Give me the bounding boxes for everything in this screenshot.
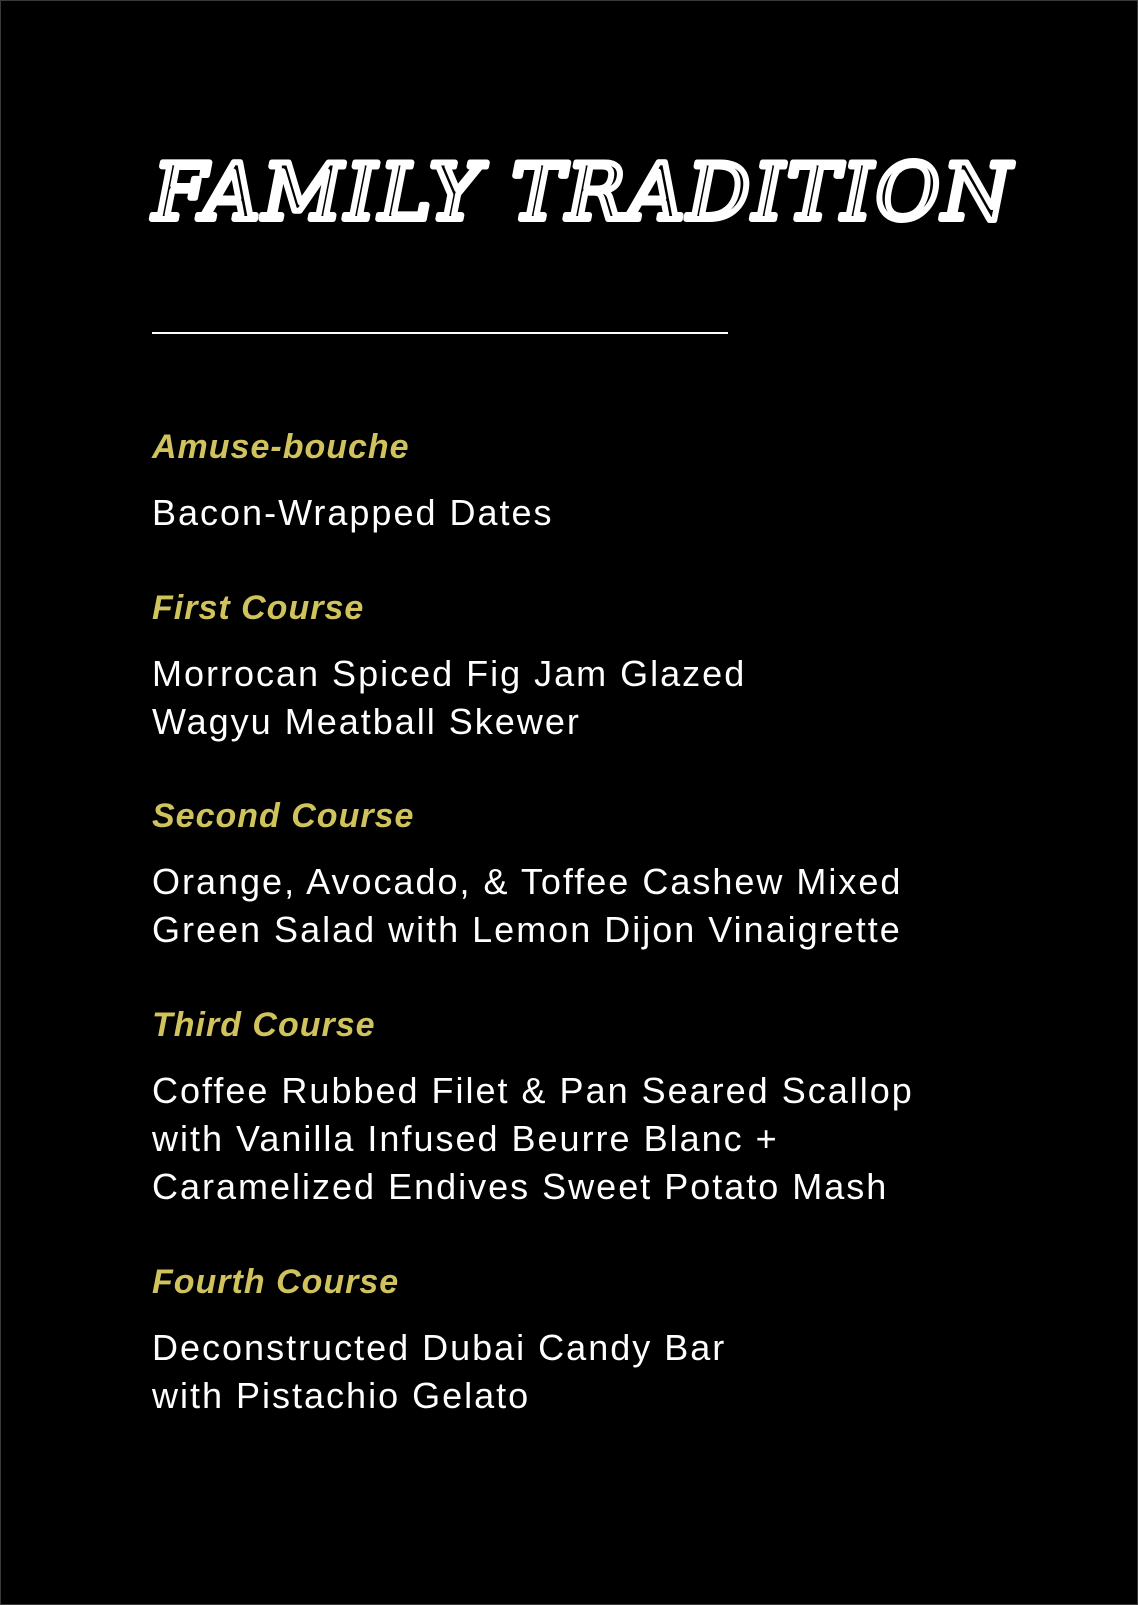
dish-line: Bacon-Wrapped Dates — [152, 492, 554, 533]
dish-line: Coffee Rubbed Filet & Pan Seared Scallop — [152, 1070, 914, 1111]
dish-line: with Vanilla Infused Beurre Blanc + — [152, 1118, 779, 1159]
course-heading: Fourth Course — [152, 1263, 400, 1301]
course-dish — [152, 1324, 726, 1420]
course-heading: Amuse-bouche — [152, 428, 410, 466]
course-first — [152, 587, 746, 746]
dish-line: Deconstructed Dubai Candy Bar — [152, 1327, 727, 1368]
course-heading: First Course — [152, 589, 365, 627]
dish-line: Wagyu Meatball Skewer — [152, 701, 581, 742]
menu-title — [149, 141, 1014, 286]
course-heading: Third Course — [152, 1006, 376, 1044]
title-handwriting — [149, 141, 1014, 286]
dish-line: Orange, Avocado, & Toffee Cashew Mixed — [152, 861, 903, 902]
course-dish — [152, 1067, 914, 1211]
course-dish — [152, 650, 746, 746]
title-text: FAMILY TRADITION — [153, 148, 1014, 238]
course-amuse-bouche — [152, 426, 554, 537]
title-divider — [152, 332, 728, 334]
course-second — [152, 795, 902, 954]
dish-line: Morrocan Spiced Fig Jam Glazed — [152, 653, 747, 694]
course-dish — [152, 858, 902, 954]
dish-line: Green Salad with Lemon Dijon Vinaigrette — [152, 909, 902, 950]
course-third — [152, 1004, 914, 1211]
course-dish — [152, 489, 554, 537]
course-fourth — [152, 1261, 726, 1420]
dish-line: Caramelized Endives Sweet Potato Mash — [152, 1166, 889, 1207]
course-heading: Second Course — [152, 797, 415, 835]
dish-line: with Pistachio Gelato — [152, 1375, 531, 1416]
